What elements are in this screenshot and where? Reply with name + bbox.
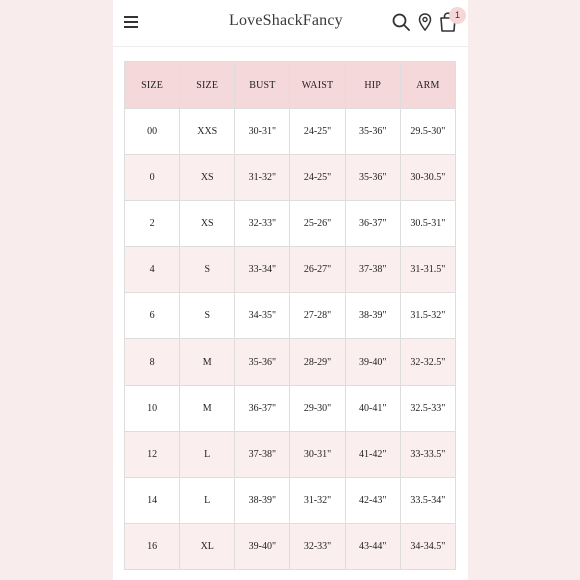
size-table xyxy=(124,61,456,570)
column-header: SIZE xyxy=(180,62,235,109)
table-cell: 30-30.5" xyxy=(400,155,455,201)
table-cell: 30-31" xyxy=(235,109,290,155)
table-cell: XXS xyxy=(180,109,235,155)
table-cell: 14 xyxy=(125,477,180,523)
brand-logo[interactable]: LoveShackFancy xyxy=(229,12,343,29)
column-header: HIP xyxy=(345,62,400,109)
table-cell: L xyxy=(180,477,235,523)
site-header xyxy=(113,0,468,47)
table-cell: 36-37" xyxy=(345,201,400,247)
table-cell: XS xyxy=(180,201,235,247)
table-cell: 10 xyxy=(125,385,180,431)
menu-icon[interactable] xyxy=(124,15,140,29)
table-cell: 36-37" xyxy=(235,385,290,431)
table-cell: 35-36" xyxy=(345,155,400,201)
table-cell: 40-41" xyxy=(345,385,400,431)
table-cell: 29-30" xyxy=(290,385,345,431)
table-header-row xyxy=(125,62,456,109)
location-pin-icon[interactable] xyxy=(418,13,432,31)
table-cell: 32-33" xyxy=(235,201,290,247)
table-cell: 24-25" xyxy=(290,155,345,201)
table-cell: XL xyxy=(180,523,235,569)
table-cell: 29.5-30" xyxy=(400,109,455,155)
table-cell: 32.5-33" xyxy=(400,385,455,431)
table-cell: 25-26" xyxy=(290,201,345,247)
table-cell: 0 xyxy=(125,155,180,201)
table-cell: 43-44" xyxy=(345,523,400,569)
search-icon[interactable] xyxy=(392,13,410,31)
mobile-page xyxy=(113,0,468,580)
column-header: SIZE xyxy=(125,62,180,109)
table-row xyxy=(125,201,456,247)
table-row xyxy=(125,155,456,201)
table-cell: 32-33" xyxy=(290,523,345,569)
table-row xyxy=(125,385,456,431)
size-chart xyxy=(124,61,456,570)
column-header: ARM xyxy=(400,62,455,109)
table-body xyxy=(125,109,456,570)
table-row xyxy=(125,247,456,293)
table-cell: L xyxy=(180,431,235,477)
table-cell: 35-36" xyxy=(345,109,400,155)
table-row xyxy=(125,293,456,339)
table-cell: 33.5-34" xyxy=(400,477,455,523)
table-cell: 26-27" xyxy=(290,247,345,293)
cart-count-badge: 1 xyxy=(449,7,466,24)
table-cell: S xyxy=(180,293,235,339)
table-cell: 38-39" xyxy=(345,293,400,339)
table-cell: 8 xyxy=(125,339,180,385)
table-row xyxy=(125,477,456,523)
table-cell: 34-34.5" xyxy=(400,523,455,569)
table-cell: 4 xyxy=(125,247,180,293)
table-cell: 42-43" xyxy=(345,477,400,523)
table-cell: 41-42" xyxy=(345,431,400,477)
table-cell: 31.5-32" xyxy=(400,293,455,339)
column-header: WAIST xyxy=(290,62,345,109)
table-cell: 00 xyxy=(125,109,180,155)
table-cell: 32-32.5" xyxy=(400,339,455,385)
table-cell: 38-39" xyxy=(235,477,290,523)
column-header: BUST xyxy=(235,62,290,109)
table-cell: 30.5-31" xyxy=(400,201,455,247)
table-cell: 6 xyxy=(125,293,180,339)
table-cell: 16 xyxy=(125,523,180,569)
table-row xyxy=(125,523,456,569)
table-cell: 2 xyxy=(125,201,180,247)
table-row xyxy=(125,109,456,155)
table-cell: 31-32" xyxy=(290,477,345,523)
table-cell: 24-25" xyxy=(290,109,345,155)
table-cell: M xyxy=(180,385,235,431)
table-cell: 34-35" xyxy=(235,293,290,339)
table-cell: 39-40" xyxy=(345,339,400,385)
table-cell: 31-31.5" xyxy=(400,247,455,293)
table-cell: 33-33.5" xyxy=(400,431,455,477)
table-cell: 37-38" xyxy=(235,431,290,477)
table-cell: 37-38" xyxy=(345,247,400,293)
table-cell: 31-32" xyxy=(235,155,290,201)
table-cell: 28-29" xyxy=(290,339,345,385)
table-row xyxy=(125,431,456,477)
table-cell: S xyxy=(180,247,235,293)
table-cell: 30-31" xyxy=(290,431,345,477)
table-cell: XS xyxy=(180,155,235,201)
table-cell: M xyxy=(180,339,235,385)
table-cell: 39-40" xyxy=(235,523,290,569)
table-cell: 27-28" xyxy=(290,293,345,339)
table-cell: 33-34" xyxy=(235,247,290,293)
table-cell: 12 xyxy=(125,431,180,477)
table-cell: 35-36" xyxy=(235,339,290,385)
table-row xyxy=(125,339,456,385)
